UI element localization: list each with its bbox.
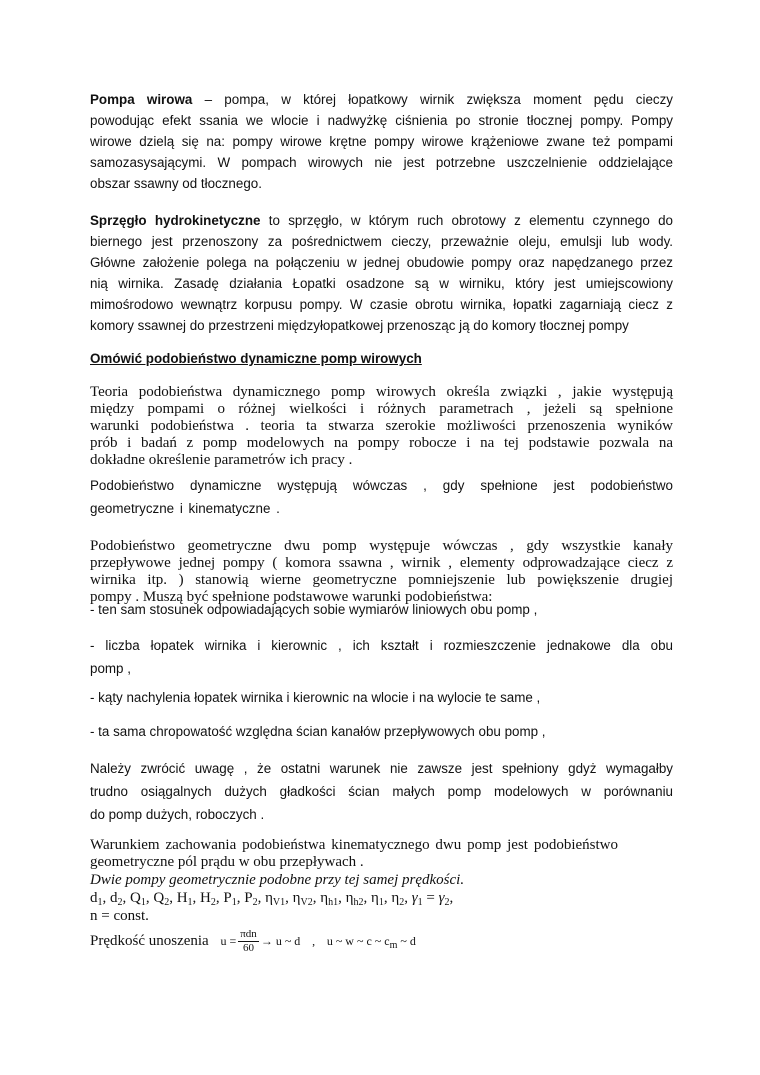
symbol-subscript: h1 [328, 897, 339, 908]
text-line: prób i badań z pomp modelowych na pompy robocze i na tej podstawie pozwala na [90, 435, 673, 451]
symbol: η [292, 890, 301, 906]
text-line: Główne założenie polega na połączeniu w jednej obudowie pompy oraz napędzanego przez [90, 255, 673, 270]
text-line: Należy zwrócić uwagę , że ostatni warunek nie zawsze jest spełniony gdyż wymagałby [90, 761, 673, 776]
formula-u-eq: u = [220, 933, 237, 948]
symbol-subscript: 1 [97, 897, 103, 908]
condition-2 [90, 634, 673, 680]
paragraph-teoria [90, 384, 673, 469]
symbol-subscript: 2 [252, 897, 258, 908]
text-line: komory ssawnej do przestrzeni międzyłopatkowej przenosząc ją do komory tłocznej pompy [90, 318, 629, 333]
condition-3 [90, 690, 673, 705]
condition-4 [90, 724, 673, 739]
gamma-b-sub: 2 [444, 897, 450, 908]
symbol: d [90, 890, 98, 906]
fraction-denominator: 60 [243, 942, 255, 954]
lead-term: Pompa wirowa [90, 92, 193, 107]
symbol-subscript: 2 [164, 897, 170, 908]
text-line: powodując efekt ssania we wlocie i nadwyżkę ciśnienia po stronie tłocznej pompy. Pompy [90, 113, 673, 128]
symbol: P [244, 890, 253, 906]
text-line: Podobieństwo dynamiczne występują wówczas , gdy spełnione jest podobieństwo [90, 478, 673, 493]
text-line: geometryczne pól prądu w obu przepływach . [90, 854, 364, 870]
gamma-b: γ [438, 890, 445, 906]
paragraph-podobienstwo-dynamiczne [90, 474, 673, 520]
heading-text: Omówić podobieństwo dynamiczne pomp wirowych [90, 351, 422, 366]
symbol: H [200, 890, 211, 906]
symbol: η [391, 890, 400, 906]
symbol-subscript: 1 [187, 897, 193, 908]
italic-text: Dwie pompy geometrycznie podobne przy tej samej prędkości. [90, 872, 465, 888]
text-line: wirnika itp. ) stanowią wierne geometryczne pomniejszenie lub powiększenie drugiej [90, 572, 673, 588]
symbol-subscript: V2 [300, 897, 313, 908]
paragraph-pompa-wirowa [90, 89, 673, 194]
symbol-subscript: 1 [140, 897, 146, 908]
formula-separator: , [312, 933, 316, 948]
symbol-subscript: 2 [210, 897, 216, 908]
symbol: H [176, 890, 188, 906]
text-line [90, 89, 673, 110]
n-const [90, 908, 673, 925]
text-line: pomp , [90, 661, 131, 676]
condition-text: - kąty nachylenia łopatek wirnika i kierownic na wlocie i na wylocie te same , [90, 690, 541, 705]
fraction [238, 928, 259, 955]
velocity-label: Prędkość unoszenia [90, 932, 209, 949]
symbol: P [223, 890, 232, 906]
text-line: Warunkiem zachowania podobieństwa kinematycznego dwu pomp jest podobieństwo [90, 837, 618, 853]
gamma-tail: , [449, 890, 454, 906]
symbol: η [370, 890, 379, 906]
formula-chain-end: ~ d [397, 933, 416, 948]
symbol: η [265, 890, 273, 906]
symbols-line: $d_1$, $d_2$, $Q_1$, $Q_2$, $H_1$, $H_2$, $P_1$, $P_2$, $\eta_{V1}$, $\eta_{V2}$, $\eta_{h1}$, $\eta_{h2}$, $\eta_1$, $\eta_2$, $\gamma_1 = \gamma_2$, [90, 890, 454, 908]
text-line [90, 210, 673, 231]
formula-chain: u ~ w ~ c ~ c [326, 933, 390, 948]
n-const-text: n = const. [90, 908, 149, 924]
text-line: przepływowe jednej pompy ( komora ssawna , wirnik , elementy odprowadzające ciecz z [90, 555, 673, 571]
condition-1 [90, 602, 673, 617]
text-line: - liczba łopatek wirnika i kierownic , ich kształt i rozmieszczenie jednakowe dla obu [90, 638, 673, 653]
formula-chain-sub: m [389, 939, 398, 951]
symbol: Q [153, 890, 165, 906]
formula-arrow: → u ~ d [260, 933, 301, 948]
gamma-eq: = [422, 890, 439, 906]
fraction-numerator: πdn [240, 928, 257, 940]
text-line: warunki podobieństwa . teoria ta stwarza szerokie możliwości przenoszenia wyników [90, 418, 673, 434]
symbol: Q [130, 890, 141, 906]
paragraph-nalezy [90, 757, 673, 826]
symbol-subscript: h2 [353, 897, 364, 908]
symbol: η [345, 890, 354, 906]
symbol-subscript: 1 [231, 897, 237, 908]
gamma-a: γ [411, 890, 418, 906]
line-text: to sprzęgło, w którym ruch obrotowy z elementu czynnego do [260, 213, 673, 228]
text-line: między pompami o różnej wielkości i różnych parametrach , jeżeli są spełnione [90, 401, 673, 417]
lead-term: Sprzęgło hydrokinetyczne [90, 213, 261, 228]
text-line: nią wirnika. Zasadę działania Łopatki osadzone są w wirniku, który jest umiejscowiony [90, 276, 673, 291]
symbol: d [110, 890, 118, 906]
paragraph-warunkiem [90, 837, 618, 871]
velocity-formula [90, 928, 673, 955]
paragraph-sprzeglo [90, 210, 673, 336]
text-line: trudno osiągalnych dużych gładkości ścian małych pomp modelowych w porównaniu [90, 784, 673, 799]
italic-note [90, 872, 673, 889]
symbol-subscript: V1 [272, 897, 286, 908]
text-line: do pomp dużych, roboczych . [90, 807, 265, 822]
text-line: dokładne określenie parametrów ich pracy . [90, 452, 353, 468]
symbol: η [320, 890, 329, 906]
text-line: Teoria podobieństwa dynamicznego pomp wirowych określa związki , jakie występują [90, 384, 673, 400]
paragraph-podobienstwo-geometryczne [90, 538, 673, 606]
line-text: – pompa, w której łopatkowy wirnik zwiększa moment pędu cieczy [192, 92, 673, 107]
text-line: Podobieństwo geometryczne dwu pomp występuje wówczas , gdy wszystkie kanały [90, 538, 673, 554]
section-heading [90, 351, 673, 366]
text-line: samozasysającymi. W pompach wirowych nie jest potrzebne uszczelnienie oddzielające [90, 155, 673, 170]
text-line: geometryczne i kinematyczne . [90, 501, 280, 516]
gamma-a-sub: 1 [417, 897, 423, 908]
condition-text: - ta sama chropowatość względna ścian kanałów przepływowych obu pomp , [90, 724, 546, 739]
text-line: pompy . Muszą być spełnione podstawowe warunki podobieństwa: [90, 589, 493, 605]
symbol-subscript: 2 [399, 897, 405, 908]
text-line: wirowe dzielą się na: pompy wirowe krętne pompy wirowe krążeniowe zwane też pompami [90, 134, 673, 149]
text-line: biernego jest przenoszony za pośrednictwem cieczy, przeważnie oleju, emulsji lub wody. [90, 234, 673, 249]
symbol-subscript: 1 [378, 897, 384, 908]
symbol-subscript: 2 [117, 897, 123, 908]
text-line: obszar ssawny od tłocznego. [90, 176, 262, 191]
text-line: mimośrodowo wewnątrz korpusu pompy. W czasie obrotu wirnika, łopatki zagarniają ciecz z [90, 297, 673, 312]
condition-text: - ten sam stosunek odpowiadających sobie wymiarów liniowych obu pomp , [90, 602, 538, 617]
